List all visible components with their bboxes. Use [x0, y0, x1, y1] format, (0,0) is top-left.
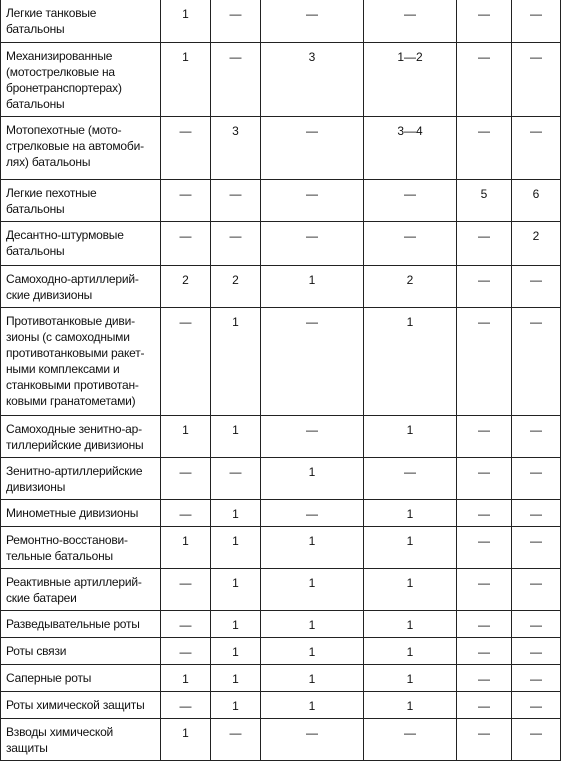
row-label: Саперные роты	[1, 665, 161, 692]
table-cell: —	[512, 692, 561, 719]
table-cell: 1	[261, 665, 364, 692]
table-cell: 1	[211, 665, 261, 692]
table-cell: 6	[512, 180, 561, 222]
table-cell: —	[457, 569, 512, 611]
table-cell: —	[261, 500, 364, 527]
table-cell: —	[457, 458, 512, 500]
table-cell: —	[261, 308, 364, 416]
table-cell: 2	[161, 266, 211, 308]
table-cell: —	[161, 500, 211, 527]
table-cell: —	[512, 719, 561, 761]
table-cell: 1	[261, 527, 364, 569]
table-cell: —	[261, 117, 364, 180]
row-label: Десантно-штурмовые батальоны	[1, 222, 161, 266]
table-cell: 1	[364, 638, 457, 665]
table-cell: —	[512, 266, 561, 308]
table-cell: 1	[211, 500, 261, 527]
table-cell: —	[457, 43, 512, 117]
table-cell: 1	[364, 500, 457, 527]
table-cell: —	[512, 611, 561, 638]
table-cell: —	[457, 500, 512, 527]
table-cell: —	[457, 222, 512, 266]
table-row	[1, 569, 561, 611]
row-label: Разведывательные роты	[1, 611, 161, 638]
table-row	[1, 692, 561, 719]
table-row	[1, 0, 561, 43]
table-cell: —	[512, 458, 561, 500]
table-cell: —	[161, 117, 211, 180]
table-cell: —	[457, 0, 512, 43]
table-cell: 1	[161, 719, 211, 761]
table-cell: —	[512, 569, 561, 611]
table-cell: 5	[457, 180, 512, 222]
table-cell: —	[211, 222, 261, 266]
table-cell: —	[211, 458, 261, 500]
table-cell: —	[161, 569, 211, 611]
table-cell: —	[512, 638, 561, 665]
table-row	[1, 638, 561, 665]
row-label: Минометные дивизионы	[1, 500, 161, 527]
table-cell: —	[261, 416, 364, 458]
table-cell: 3—4	[364, 117, 457, 180]
table-row	[1, 458, 561, 500]
table-cell: 2	[512, 222, 561, 266]
table-cell: 1	[161, 416, 211, 458]
table-cell: —	[261, 719, 364, 761]
table-cell: 1	[364, 665, 457, 692]
table-cell: 1	[364, 416, 457, 458]
table-row	[1, 222, 561, 266]
row-label: Самоходные зенитно-ар-тиллерийские дивизионы	[1, 416, 161, 458]
table-row	[1, 416, 561, 458]
table-cell: 1	[261, 611, 364, 638]
table-cell: —	[161, 638, 211, 665]
table-row	[1, 180, 561, 222]
table-cell: 1	[211, 638, 261, 665]
table-cell: —	[161, 458, 211, 500]
table-cell: —	[457, 266, 512, 308]
table-cell: —	[364, 222, 457, 266]
table-cell: —	[261, 222, 364, 266]
table-row	[1, 266, 561, 308]
table-cell: 1	[364, 527, 457, 569]
table-cell: —	[457, 638, 512, 665]
table-cell: 2	[364, 266, 457, 308]
table-cell: 1	[211, 527, 261, 569]
table-row	[1, 117, 561, 180]
table-cell: 1	[261, 266, 364, 308]
table-cell: 1—2	[364, 43, 457, 117]
table-cell: 1	[211, 692, 261, 719]
table-cell: 1	[161, 0, 211, 43]
row-label: Зенитно-артиллерийские дивизионы	[1, 458, 161, 500]
row-label: Взводы химической защиты	[1, 719, 161, 761]
table-row	[1, 611, 561, 638]
table-cell: —	[457, 416, 512, 458]
row-label: Механизированные (мотострелковые на бронетранспортерах) батальоны	[1, 43, 161, 117]
table-cell: 3	[211, 117, 261, 180]
table-cell: —	[364, 719, 457, 761]
table-cell: —	[161, 308, 211, 416]
table-cell: —	[211, 43, 261, 117]
table-cell: 1	[211, 416, 261, 458]
row-label: Противотанковые диви-зионы (с самоходными противотанковыми ракет-ными комплексами и станковыми противотан-ковыми гранатометами)	[1, 308, 161, 416]
table-cell: 1	[161, 665, 211, 692]
table-row	[1, 527, 561, 569]
table-cell: —	[161, 692, 211, 719]
row-label: Самоходно-артиллерий-ские дивизионы	[1, 266, 161, 308]
table-cell: —	[512, 527, 561, 569]
table-cell: —	[512, 665, 561, 692]
table-cell: —	[364, 458, 457, 500]
table-cell: —	[364, 180, 457, 222]
table-cell: 1	[161, 527, 211, 569]
table-cell: —	[512, 0, 561, 43]
table-cell: 1	[261, 458, 364, 500]
table-cell: 1	[364, 308, 457, 416]
table-row	[1, 43, 561, 117]
table-row	[1, 500, 561, 527]
row-label: Реактивные артиллерий-ские батареи	[1, 569, 161, 611]
table-cell: 1	[211, 308, 261, 416]
table-cell: —	[512, 416, 561, 458]
table-cell: —	[512, 500, 561, 527]
table-cell: 3	[261, 43, 364, 117]
row-label: Мотопехотные (мото-стрелковые на автомоби-лях) батальоны	[1, 117, 161, 180]
table-cell: —	[161, 222, 211, 266]
row-label: Роты химической защиты	[1, 692, 161, 719]
table-cell: 1	[261, 638, 364, 665]
row-label: Легкие танковые батальоны	[1, 0, 161, 43]
table-cell: 1	[261, 692, 364, 719]
table-cell: —	[457, 527, 512, 569]
table-body	[1, 0, 561, 761]
table-row	[1, 665, 561, 692]
table-row	[1, 719, 561, 761]
table-cell: —	[161, 180, 211, 222]
table-cell: —	[457, 117, 512, 180]
table-cell: —	[512, 308, 561, 416]
table-cell: —	[512, 117, 561, 180]
table-cell: 1	[161, 43, 211, 117]
table-cell: 1	[364, 569, 457, 611]
table-cell: —	[457, 611, 512, 638]
table-cell: 1	[211, 611, 261, 638]
table-cell: —	[457, 308, 512, 416]
row-label: Ремонтно-восстанови-тельные батальоны	[1, 527, 161, 569]
table-cell: 1	[211, 569, 261, 611]
table-cell: 2	[211, 266, 261, 308]
table-cell: —	[364, 0, 457, 43]
table-cell: —	[211, 180, 261, 222]
row-label: Легкие пехотные батальоны	[1, 180, 161, 222]
row-label: Роты связи	[1, 638, 161, 665]
table-cell: 1	[261, 569, 364, 611]
table-cell: —	[261, 0, 364, 43]
table-cell: —	[457, 665, 512, 692]
table-cell: —	[211, 719, 261, 761]
table-row	[1, 308, 561, 416]
table-cell: 1	[364, 611, 457, 638]
table-cell: —	[161, 611, 211, 638]
table-cell: —	[211, 0, 261, 43]
table-cell: 1	[364, 692, 457, 719]
table-cell: —	[457, 719, 512, 761]
table-cell: —	[261, 180, 364, 222]
table-cell: —	[512, 43, 561, 117]
table-cell: —	[457, 692, 512, 719]
